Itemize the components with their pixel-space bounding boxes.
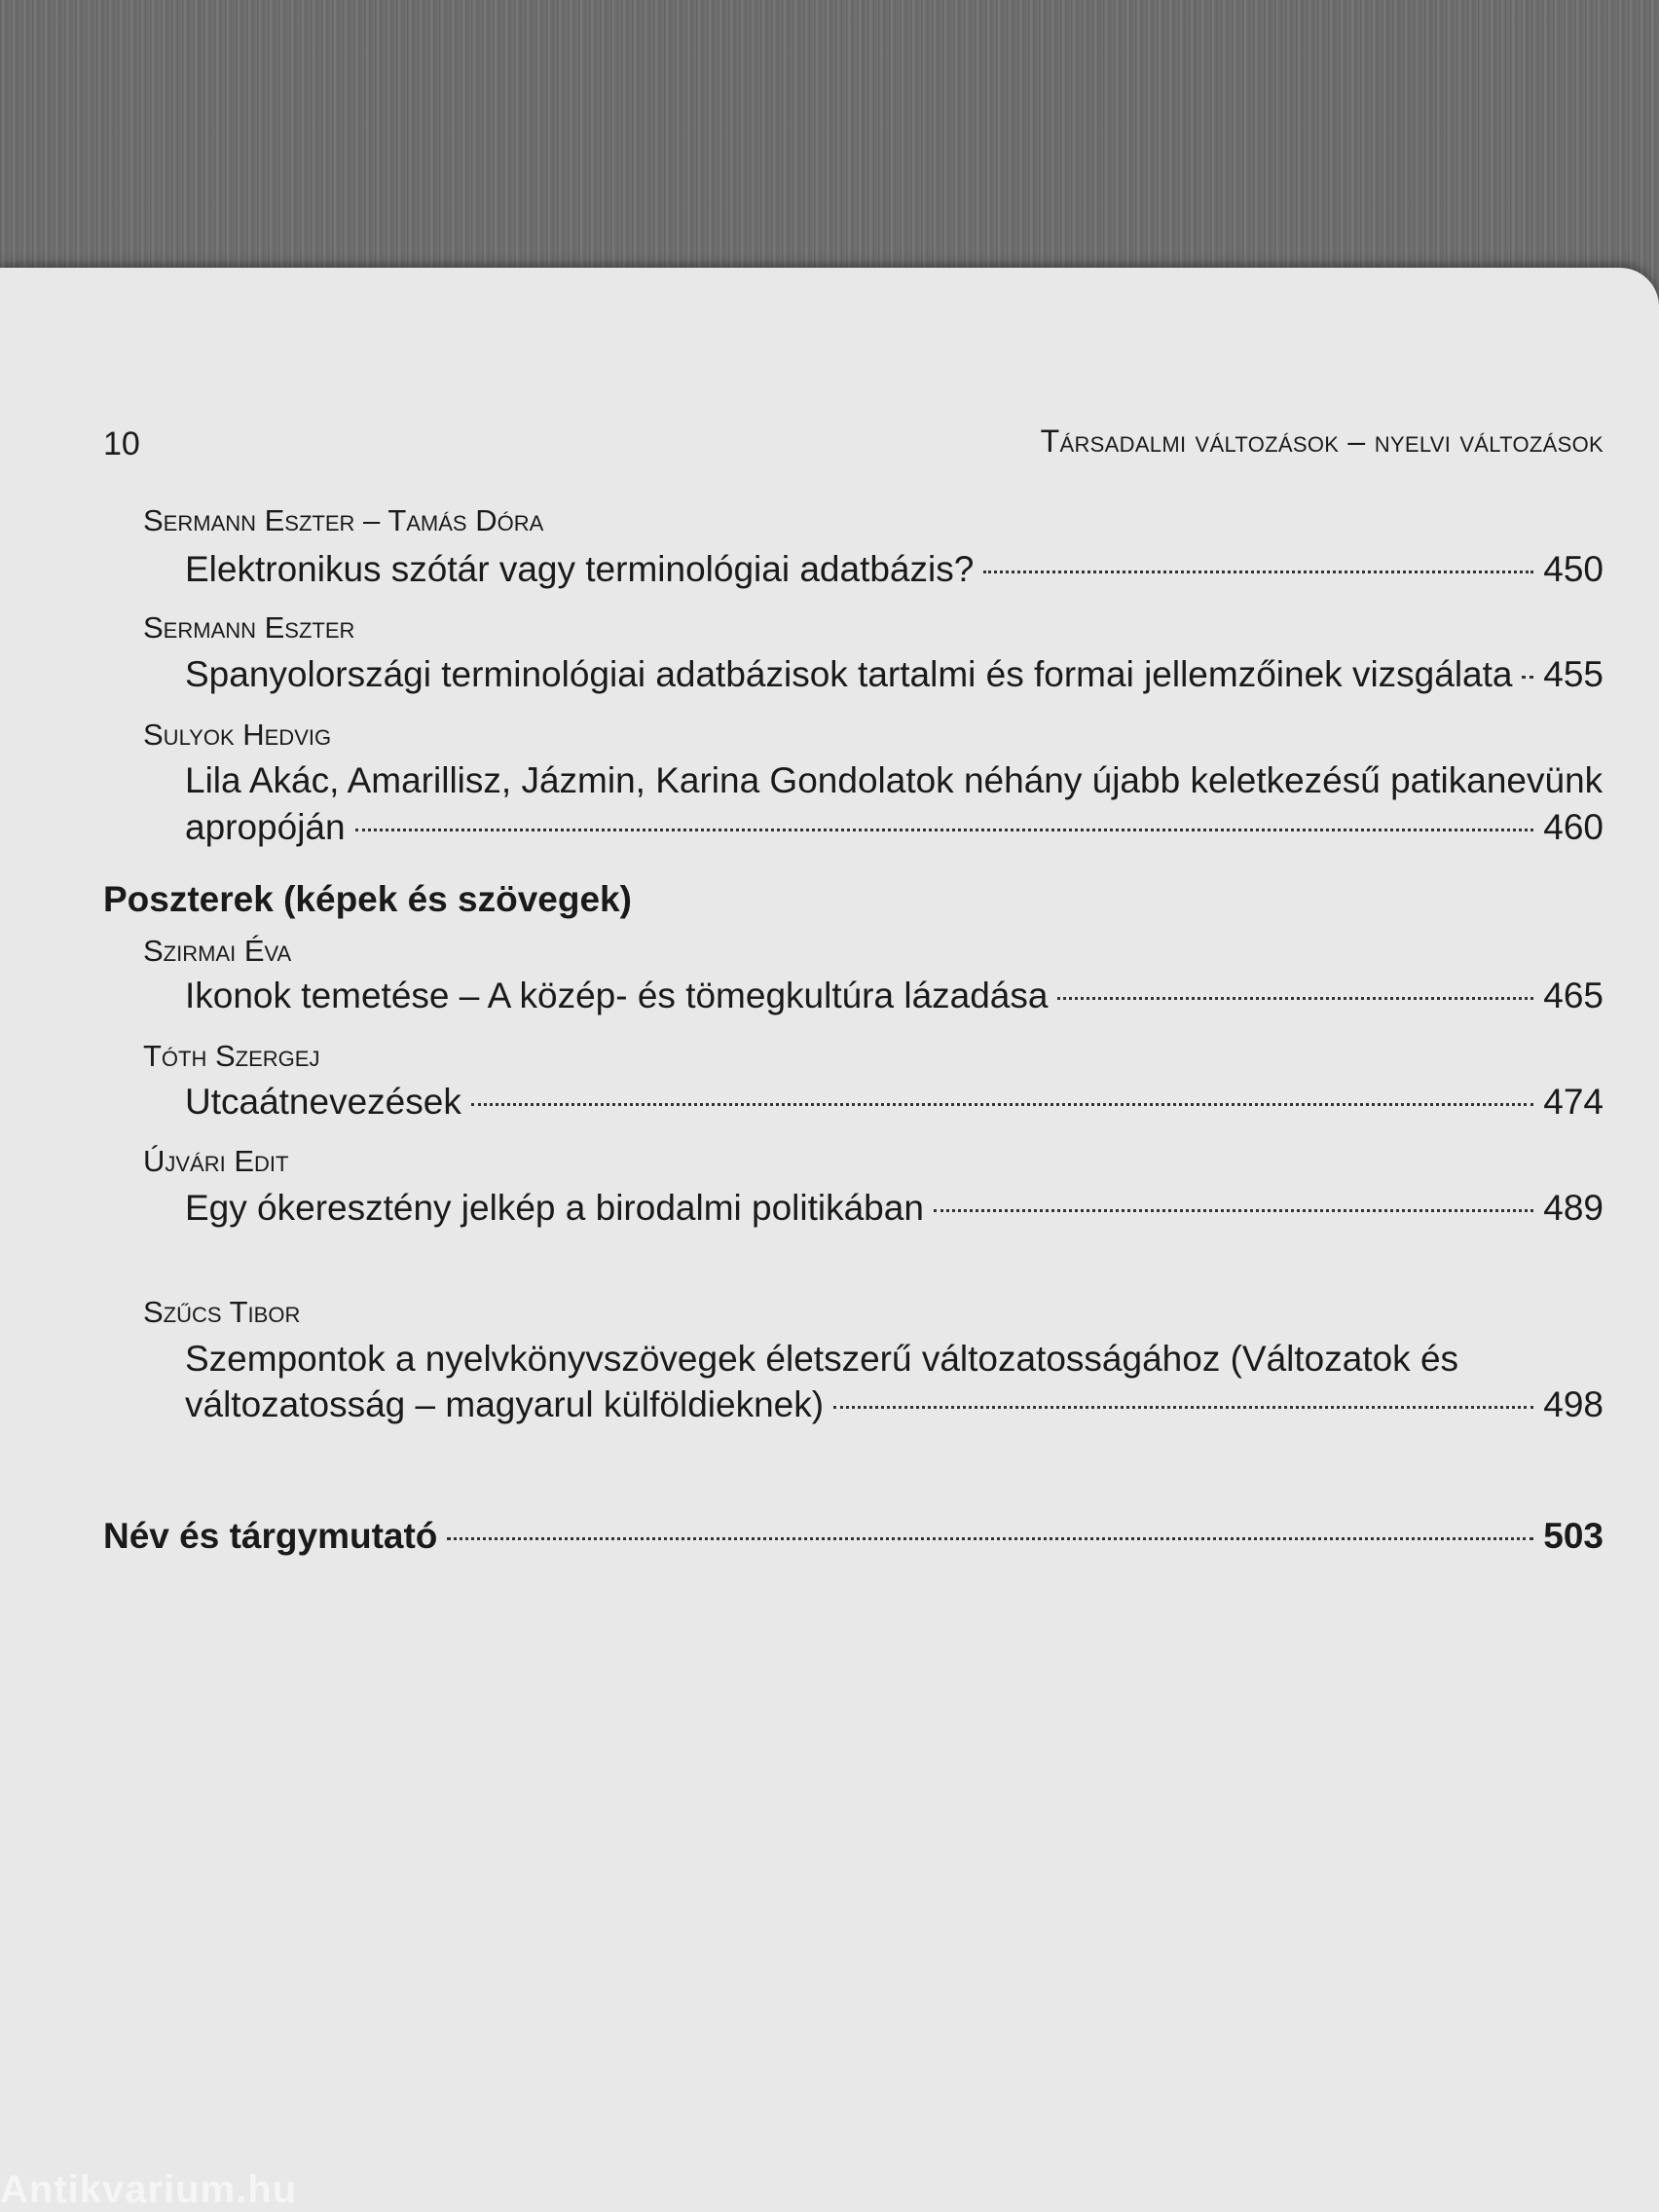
toc-author: Szirmai Éva <box>143 934 292 968</box>
page-number: 10 <box>103 425 140 462</box>
toc-entry <box>185 977 1604 1016</box>
toc-title: Egy ókeresztény jelkép a birodalmi politikában <box>185 1188 924 1228</box>
dot-leader <box>934 1209 1533 1212</box>
toc-page: 450 <box>1543 549 1604 589</box>
dot-leader <box>983 571 1533 573</box>
toc-entry <box>185 655 1604 695</box>
dot-leader <box>1522 676 1533 679</box>
toc-title: Név és tárgymutató <box>103 1516 438 1556</box>
toc-author: Tóth Szergej <box>143 1039 320 1073</box>
toc-author: Sulyok Hedvig <box>143 718 332 752</box>
toc-index-entry <box>103 1517 1604 1557</box>
section-heading: Poszterek (képek és szövegek) <box>103 879 632 919</box>
toc-entry <box>185 1083 1604 1123</box>
toc-page: 455 <box>1543 654 1604 694</box>
toc-entry <box>185 1385 1604 1425</box>
toc-page: 460 <box>1543 807 1604 847</box>
dot-leader <box>1057 997 1533 1000</box>
toc-page: 503 <box>1543 1516 1604 1556</box>
toc-entry <box>185 550 1604 590</box>
dot-leader <box>471 1103 1533 1106</box>
toc-title: Utcaátnevezések <box>185 1082 461 1122</box>
toc-entry <box>185 808 1604 848</box>
toc-author: Szűcs Tibor <box>143 1295 301 1329</box>
book-page <box>0 268 1659 2212</box>
toc-entry <box>185 1189 1604 1229</box>
toc-author: Újvári Edit <box>143 1144 289 1178</box>
running-head: Társadalmi változások – nyelvi változások <box>1040 424 1604 459</box>
toc-page: 498 <box>1543 1384 1604 1424</box>
toc-title-line: Szempontok a nyelvkönyvszövegek életszerű változatosságához (Változatok és <box>185 1339 1459 1379</box>
toc-page: 489 <box>1543 1188 1604 1228</box>
toc-page: 465 <box>1543 976 1604 1015</box>
table-surface <box>0 0 1659 292</box>
toc-title-line: Lila Akác, Amarillisz, Jázmin, Karina Gondolatok néhány újabb keletkezésű patikanevünk <box>185 760 1604 800</box>
toc-page: 474 <box>1543 1082 1604 1122</box>
toc-title: Elektronikus szótár vagy terminológiai adatbázis? <box>185 549 975 589</box>
toc-title: apropóján <box>185 807 346 847</box>
toc-author: Sermann Eszter <box>143 610 355 645</box>
toc-title: Spanyolországi terminológiai adatbázisok tartalmi és formai jellemzőinek vizsgálata <box>185 654 1513 694</box>
watermark: Antikvarium.hu <box>0 2168 298 2211</box>
toc-author: Sermann Eszter – Tamás Dóra <box>143 503 544 537</box>
toc-title: Ikonok temetése – A közép- és tömegkultúra lázadása <box>185 976 1049 1015</box>
dot-leader <box>447 1537 1533 1540</box>
toc-title: változatosság – magyarul külföldieknek) <box>185 1384 825 1424</box>
dot-leader <box>833 1406 1533 1409</box>
dot-leader <box>355 829 1534 831</box>
